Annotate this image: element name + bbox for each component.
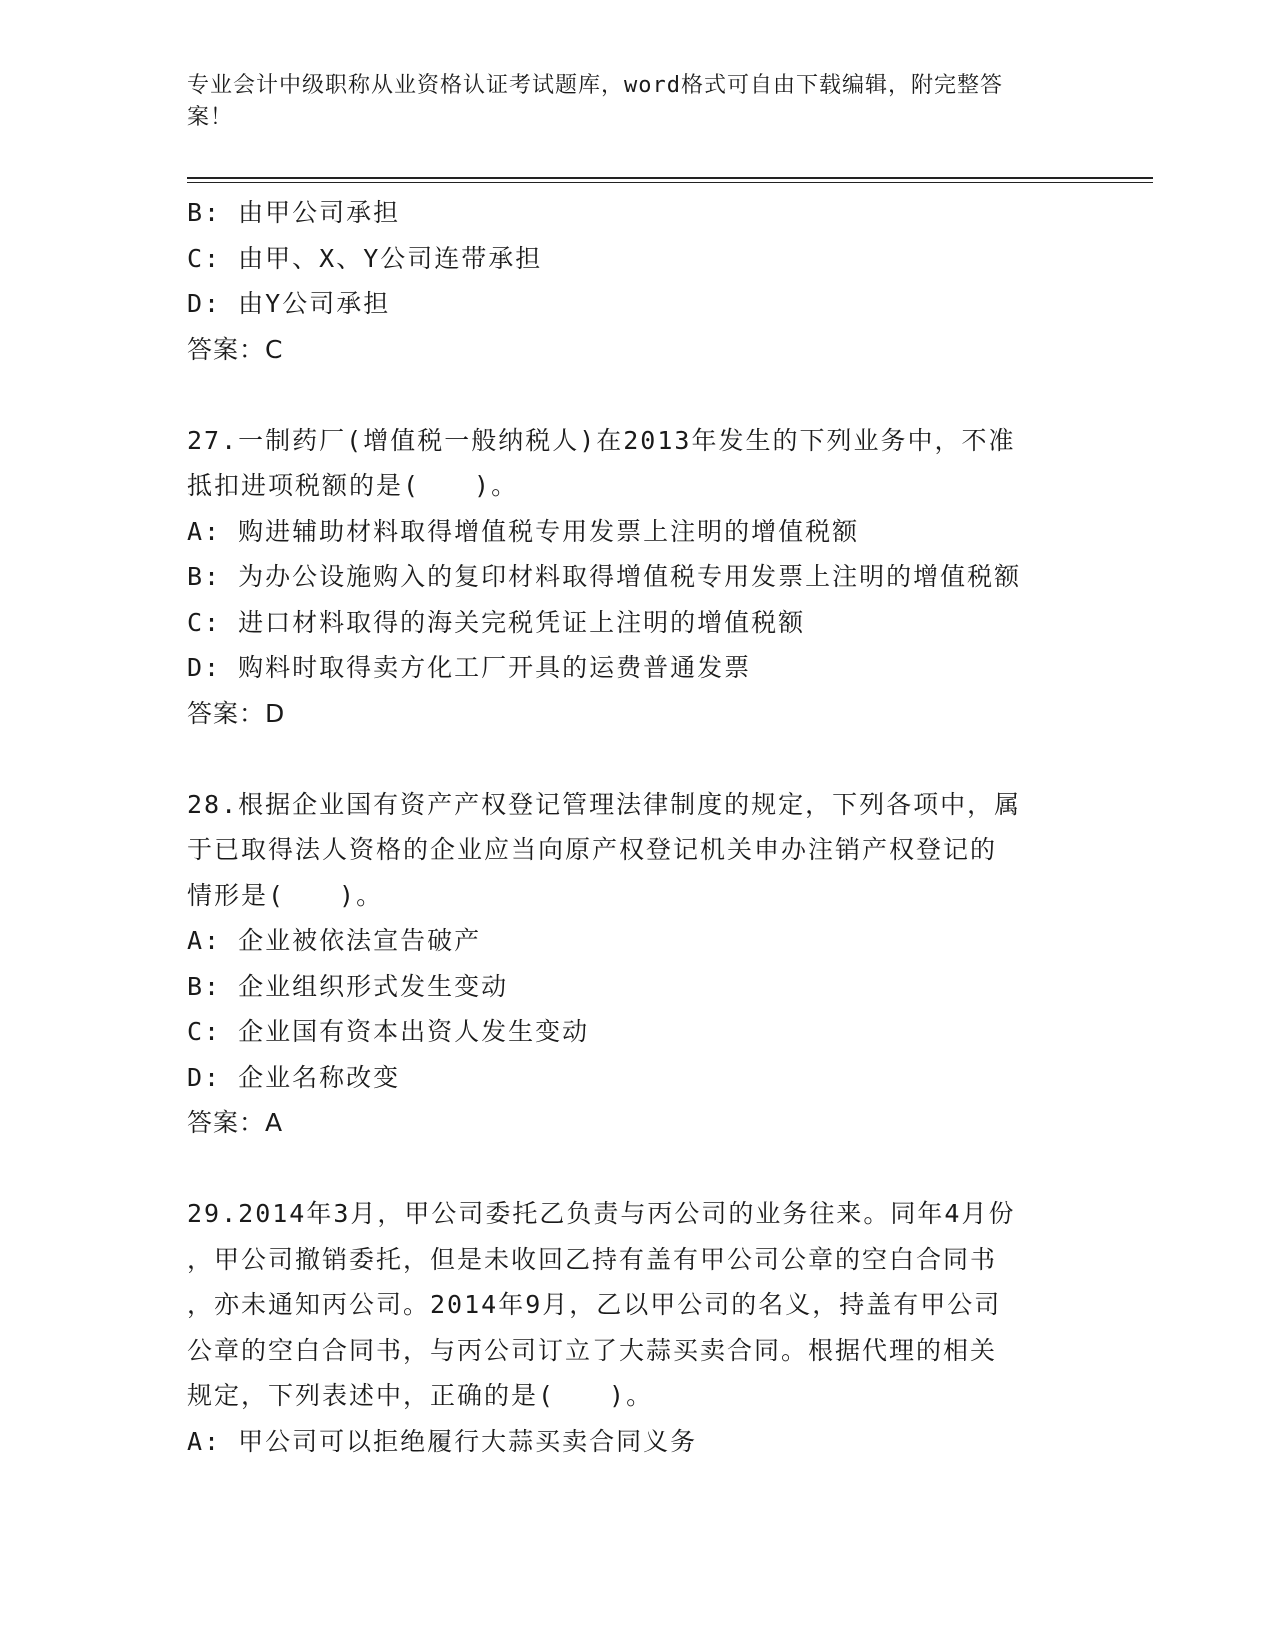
question-stem: ，甲公司撤销委托，但是未收回乙持有盖有甲公司公章的空白合同书 [187,1244,998,1274]
question-stem: 规定，下列表述中，正确的是( )。 [187,1381,654,1410]
option-d: D: 由Y公司承担 [187,289,391,318]
question-stem: 29.2014年3月，甲公司委托乙负责与丙公司的业务往来。同年4月份 [187,1199,1016,1228]
spacer [187,372,1087,418]
header-divider-thin [187,182,1153,183]
option-a: A: 购进辅助材料取得增值税专用发票上注明的增值税额 [187,516,860,546]
spacer [187,736,1087,782]
option-d: D: 企业名称改变 [187,1062,401,1092]
question-28-block [187,782,1087,1146]
option-a: A: 企业被依法宣告破产 [187,926,482,955]
question-stem: 于已取得法人资格的企业应当向原产权登记机关申办注销产权登记的 [187,835,998,864]
question-27-block [187,418,1087,737]
question-stem: 28.根据企业国有资产产权登记管理法律制度的规定，下列各项中，属 [187,789,1022,819]
answer: 答案：A [187,1108,284,1137]
option-d: D: 购料时取得卖方化工厂开具的运费普通发票 [187,653,752,682]
header-line-1: 专业会计中级职称从业资格认证考试题库，word格式可自由下载编辑，附完整答 [187,73,1003,98]
question-26-block [187,190,1087,372]
option-a: A: 甲公司可以拒绝履行大蒜买卖合同义务 [187,1426,698,1456]
document-header [187,70,1067,134]
question-stem: 抵扣进项税额的是( )。 [187,471,519,500]
option-b: B: 为办公设施购入的复印材料取得增值税专用发票上注明的增值税额 [187,562,1022,591]
question-29-block [187,1191,1087,1464]
question-stem: 27.一制药厂(增值税一般纳税人)在2013年发生的下列业务中，不准 [187,425,1016,455]
question-stem: 情形是( )。 [187,880,384,910]
question-stem: ，亦未通知丙公司。2014年9月，乙以甲公司的名义，持盖有甲公司 [187,1290,1002,1319]
option-b: B: 由甲公司承担 [187,198,401,227]
answer: 答案：C [187,334,284,364]
header-divider-thick [187,177,1153,179]
option-c: C: 进口材料取得的海关完税凭证上注明的增值税额 [187,607,806,637]
question-list [187,190,1087,1464]
answer: 答案：D [187,698,286,728]
question-stem: 公章的空白合同书，与丙公司订立了大蒜买卖合同。根据代理的相关 [187,1335,998,1365]
spacer [187,1146,1087,1192]
option-c: C: 由甲、X、Y公司连带承担 [187,243,543,273]
option-c: C: 企业国有资本出资人发生变动 [187,1017,590,1046]
header-line-2: 案！ [187,105,234,130]
option-b: B: 企业组织形式发生变动 [187,971,509,1001]
